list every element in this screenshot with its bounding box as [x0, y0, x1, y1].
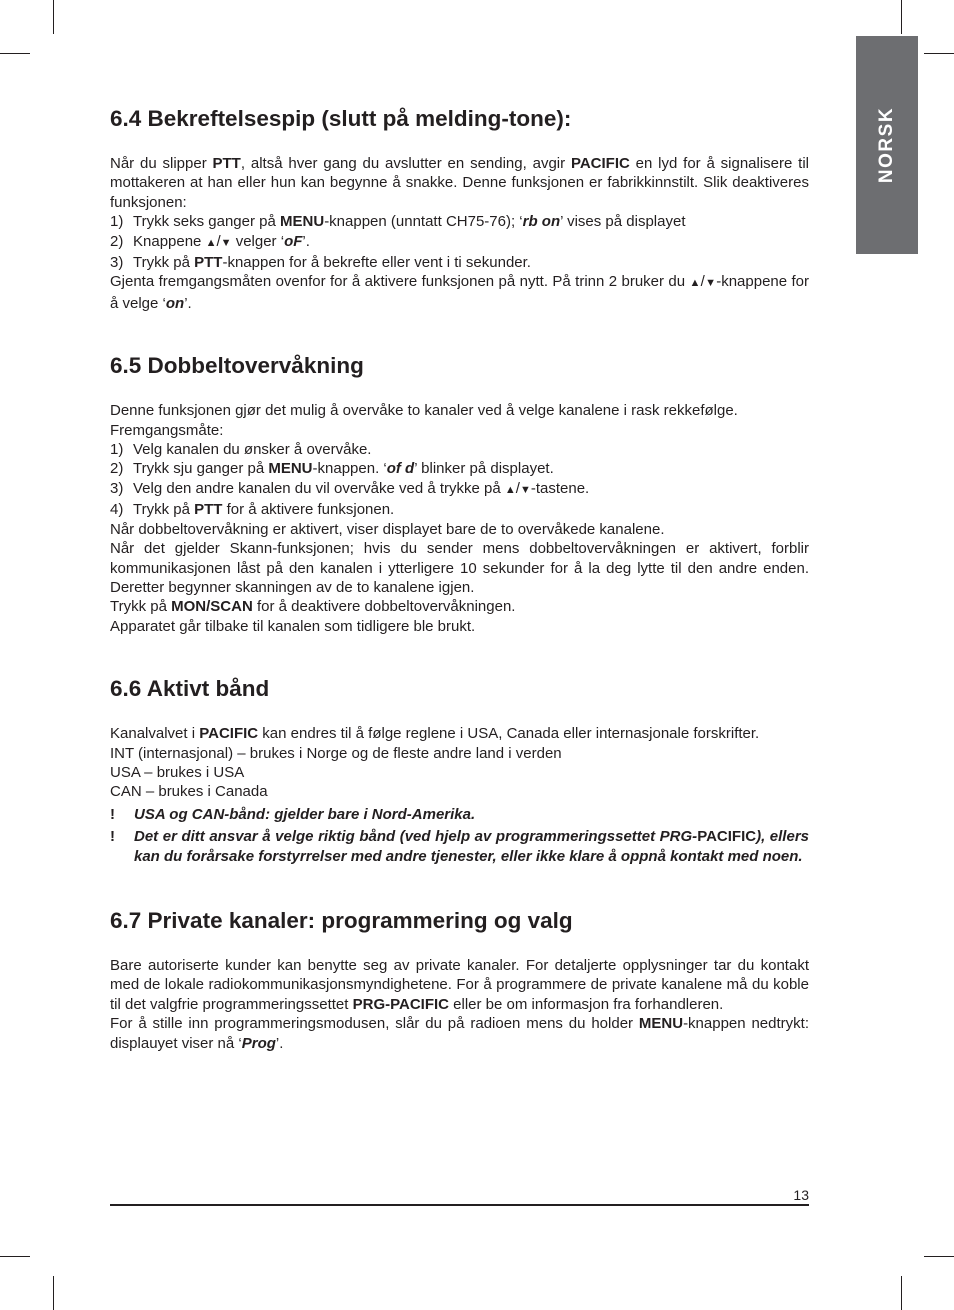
crop-mark [53, 1276, 54, 1310]
paragraph: For å stille inn programmeringsmodusen, slår du på radioen mens du holder MENU-knappen nedtrykt: displauyet viser nå ‘Prog’. [110, 1015, 809, 1052]
warning-note: ! Det er ditt ansvar å velge riktig bånd (ved hjelp av programmeringssettet PRG-PACIFIC), ellers kan du forårsake forstyrrelser med andre tjenester, eller ikke klare å oppnå kontakt med noen. [110, 828, 809, 865]
paragraph: Trykk på MON/SCAN for å deaktivere dobbeltovervåkningen. [110, 598, 516, 616]
paragraph: Denne funksjonen gjør det mulig å overvåke to kanaler ved å velge kanalene i rask rekkefølge. [110, 402, 738, 420]
paragraph: USA – brukes i USA [110, 763, 245, 781]
section-6-4 [110, 105, 809, 313]
page-content [110, 105, 809, 1053]
paragraph: CAN – brukes i Canada [110, 783, 268, 801]
paragraph: Når dobbeltovervåkning er aktivert, viser displayet bare de to overvåkede kanalene. [110, 520, 665, 538]
paragraph: Når det gjelder Skann-funksjonen; hvis du sender mens dobbeltovervåkningen er aktivert, forblir kommunikasjonen låst på den kanalen i ytterligere 10 sekunder for å la deg lytte til den andre enden. Deretter begynner skanningen av de to kanalene igjen. [110, 540, 809, 596]
section-6-6 [110, 675, 809, 866]
language-tab-label: NORSK [876, 106, 897, 184]
crop-mark [0, 53, 30, 54]
paragraph: Bare autoriserte kunder kan benytte seg av private kanaler. For detaljerte opplysninger tar du kontakt med de lokale radiokommunikasjonsmyndighetene. For å programmere de private kanalene må du koble til det valgfrie programmeringssettet PRG-PACIFIC eller be om informasjon fra forhandleren. [110, 956, 809, 1013]
section-title: 6.4 Bekreftelsespip (slutt på melding-tone): [110, 106, 572, 131]
paragraph: Fremgangsmåte: [110, 421, 224, 439]
section-6-7 [110, 907, 809, 1053]
crop-mark [53, 0, 54, 34]
paragraph: INT (internasjonal) – brukes i Norge og de fleste andre land i verden [110, 744, 562, 762]
list-item: 1) Trykk seks ganger på MENU-knappen (unntatt CH75-76); ‘rb on’ vises på displayet [110, 213, 686, 231]
list-item: 2) Knappene ▲/▼ velger ‘oF’. [110, 232, 310, 250]
warning-icon: ! [110, 805, 115, 823]
list-item: 1) Velg kanalen du ønsker å overvåke. [110, 441, 372, 459]
up-arrow-icon: ▲ [504, 483, 516, 496]
paragraph: Når du slipper PTT, altså hver gang du avslutter en sending, avgir PACIFIC en lyd for å signalisere til mottakeren at han eller hun kan begynne å snakke. Denne funksjonen er fabrikkinnstilt. Slik deaktiveres funksjonen: [110, 155, 809, 211]
warning-note: ! USA og CAN-bånd: gjelder bare i Nord-Amerika. [110, 805, 476, 823]
paragraph: Kanalvalvet i PACIFIC kan endres til å følge reglene i USA, Canada eller internasjonale forskrifter. [110, 725, 760, 743]
language-tab [856, 36, 918, 254]
paragraph: Gjenta fremgangsmåten ovenfor for å aktivere funksjonen på nytt. På trinn 2 bruker du ▲/▼-knappene for å velge ‘on’. [110, 273, 810, 312]
paragraph: Apparatet går tilbake til kanalen som tidligere ble brukt. [110, 617, 476, 635]
crop-mark [901, 1276, 902, 1310]
down-arrow-icon: ▼ [220, 236, 232, 249]
crop-mark [901, 0, 902, 34]
footer-rule [110, 1204, 809, 1206]
down-arrow-icon: ▼ [704, 277, 717, 290]
crop-mark [924, 53, 954, 54]
section-title: 6.7 Private kanaler: programmering og valg [110, 907, 573, 933]
page-number: 13 [793, 1187, 809, 1203]
section-6-5 [110, 352, 809, 636]
warning-icon: ! [110, 828, 115, 846]
list-item: 3) Trykk på PTT-knappen for å bekrefte eller vent i ti sekunder. [110, 254, 531, 272]
list-item: 2) Trykk sju ganger på MENU-knappen. ‘of d’ blinker på displayet. [110, 460, 554, 478]
crop-mark [0, 1256, 30, 1257]
list-item: 3) Velg den andre kanalen du vil overvåke ved å trykke på ▲/▼-tastene. [110, 479, 590, 497]
crop-mark [924, 1256, 954, 1257]
up-arrow-icon: ▲ [689, 277, 701, 290]
list-item: 4) Trykk på PTT for å aktivere funksjonen. [110, 501, 395, 519]
up-arrow-icon: ▲ [205, 236, 217, 249]
section-title: 6.6 Aktivt bånd [110, 676, 270, 702]
down-arrow-icon: ▼ [519, 483, 531, 496]
section-title: 6.5 Dobbeltovervåkning [110, 353, 364, 379]
